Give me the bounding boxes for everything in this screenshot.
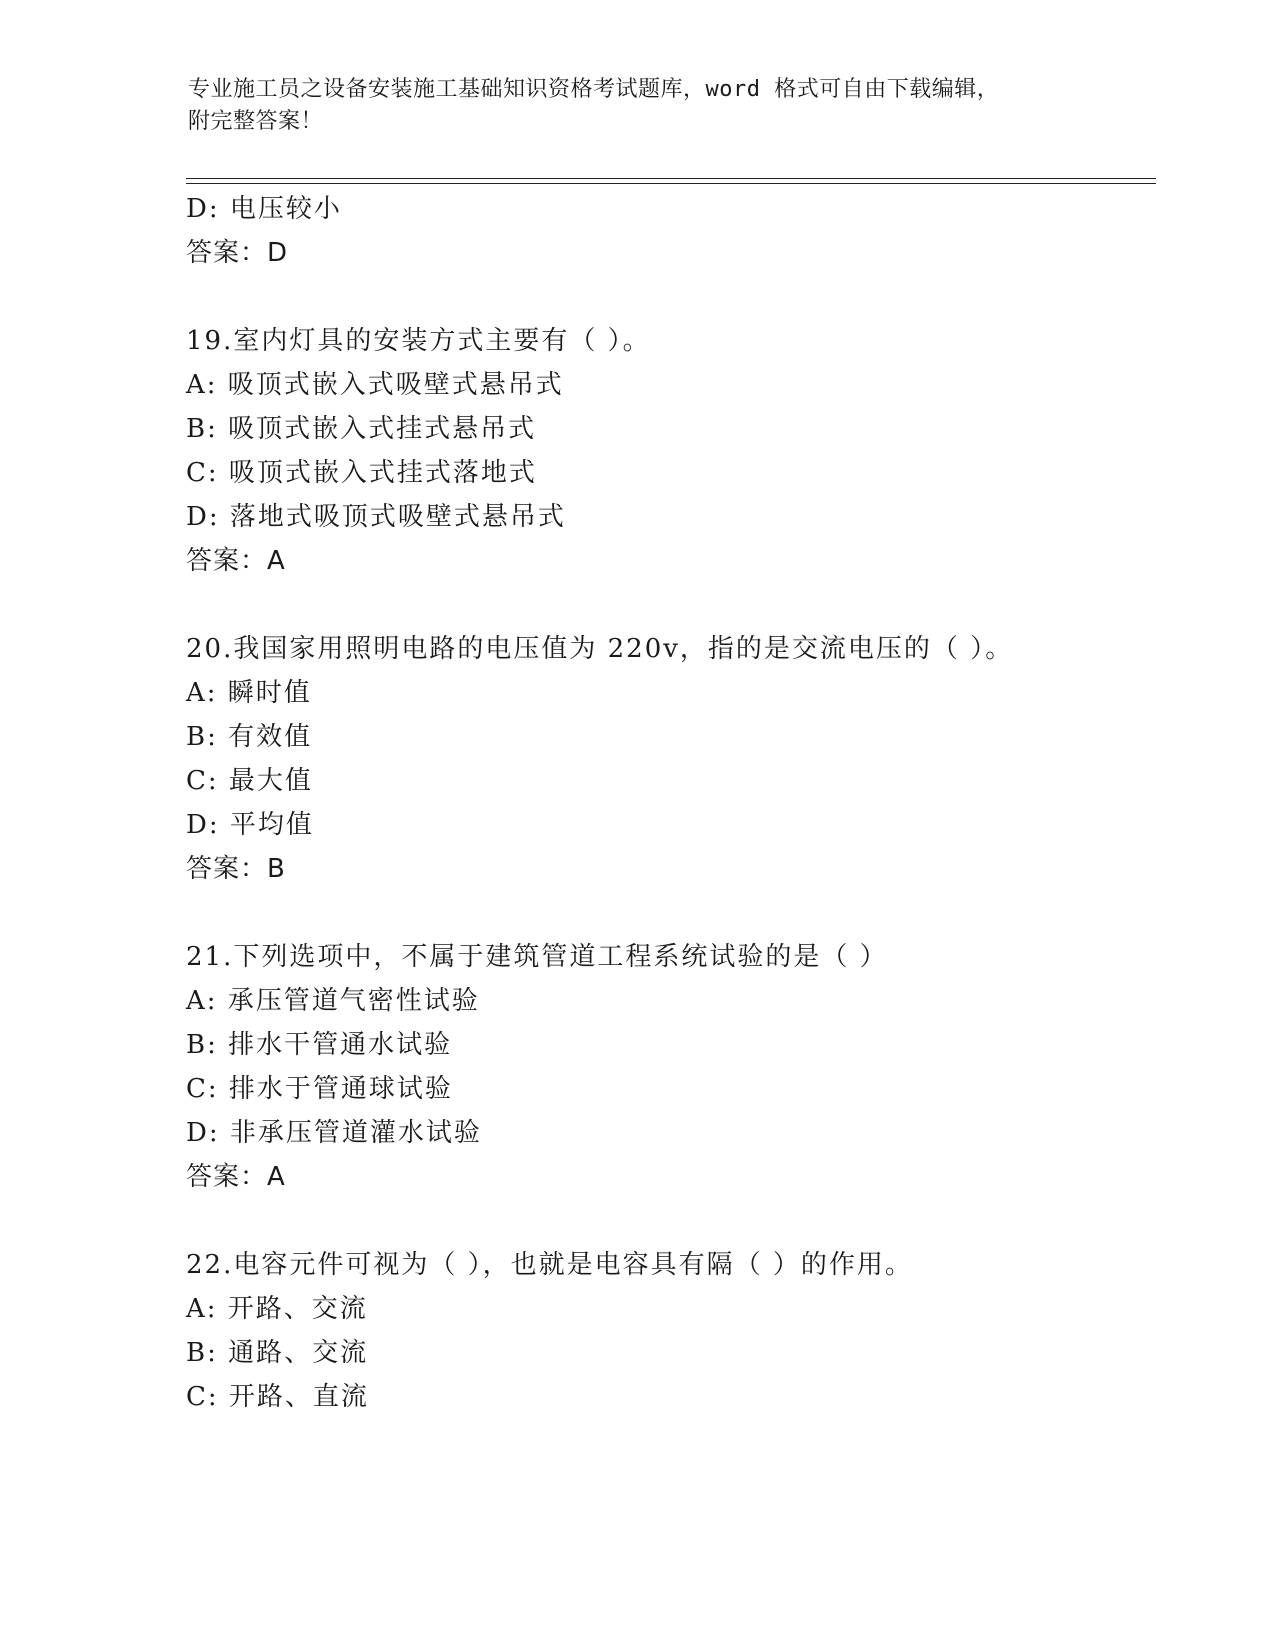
option-line: C: 吸顶式嵌入式挂式落地式: [186, 458, 537, 488]
option-line: A: 瞬时值: [186, 678, 312, 708]
question-20: 20.我国家用照明电路的电压值为 220v，指的是交流电压的（ ）。: [186, 634, 1014, 664]
question-21: 21.下列选项中，不属于建筑管道工程系统试验的是（ ）: [186, 942, 888, 972]
option-line: A: 承压管道气密性试验: [186, 986, 480, 1016]
header-line-2: 附完整答案！: [188, 109, 324, 134]
option-line: B: 有效值: [186, 722, 313, 752]
option-line: C: 排水于管通球试验: [186, 1074, 453, 1104]
question-19: 19.室内灯具的安装方式主要有（ ）。: [186, 326, 651, 356]
header-divider-top: [186, 178, 1156, 179]
answer-line: 答案：B: [186, 854, 286, 884]
option-line: A: 开路、交流: [186, 1294, 368, 1324]
header-divider-bottom: [186, 183, 1156, 184]
answer-line: 答案：A: [186, 1162, 286, 1192]
option-line: B: 吸顶式嵌入式挂式悬吊式: [186, 414, 537, 444]
option-line: D: 非承压管道灌水试验: [186, 1118, 482, 1148]
option-line: A: 吸顶式嵌入式吸壁式悬吊式: [186, 370, 564, 400]
question-22: 22.电容元件可视为（ ），也就是电容具有隔（ ）的作用。: [186, 1250, 913, 1280]
answer-line: 答案：A: [186, 546, 286, 576]
option-line: D: 落地式吸顶式吸壁式悬吊式: [186, 502, 566, 532]
option-line: D: 平均值: [186, 810, 314, 840]
answer-line: 答案：D: [186, 238, 289, 268]
option-line: D: 电压较小: [186, 194, 342, 224]
option-line: B: 通路、交流: [186, 1338, 369, 1368]
option-line: B: 排水干管通水试验: [186, 1030, 453, 1060]
option-line: C: 最大值: [186, 766, 313, 796]
option-line: C: 开路、直流: [186, 1382, 369, 1412]
header-line-1: 专业施工员之设备安装施工基础知识资格考试题库，word 格式可自由下载编辑，: [188, 77, 1000, 102]
document-header: [188, 74, 1088, 138]
